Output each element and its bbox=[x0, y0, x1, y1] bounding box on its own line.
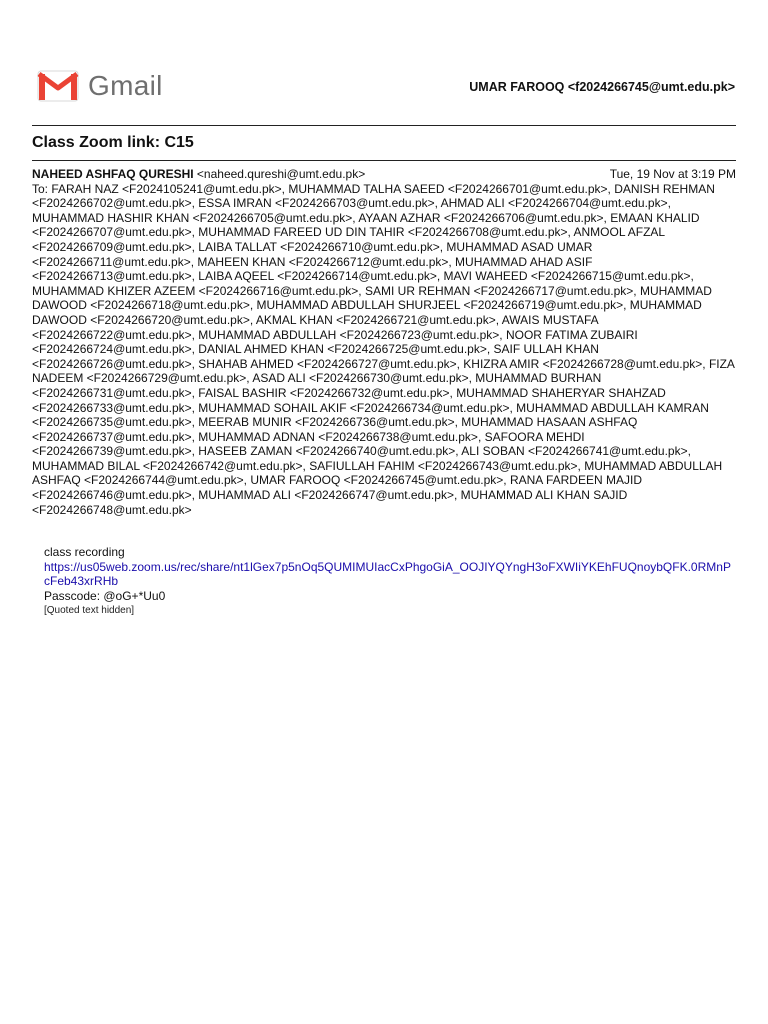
account-label: UMAR FAROOQ <f2024266745@umt.edu.pk> bbox=[469, 80, 735, 94]
sender-row bbox=[32, 167, 736, 182]
sender-email: <naheed.qureshi@umt.edu.pk> bbox=[196, 167, 366, 181]
header bbox=[0, 0, 768, 124]
divider-top bbox=[32, 125, 736, 126]
divider-subject bbox=[32, 160, 736, 161]
gmail-wordmark: Gmail bbox=[88, 70, 163, 101]
message-body bbox=[44, 545, 734, 619]
passcode-text: Passcode: @oG+*Uu0 bbox=[44, 588, 166, 603]
gmail-logo[interactable] bbox=[37, 70, 163, 102]
message-date: Tue, 19 Nov at 3:19 PM bbox=[609, 167, 736, 181]
gmail-m-icon bbox=[37, 70, 79, 102]
email-subject: Class Zoom link: C15 bbox=[32, 134, 194, 151]
recipients-list: To: FARAH NAZ <F2024105241@umt.edu.pk>, MUHAMMAD TALHA SAEED <F2024266701@umt.edu.pk>, DANISH REHMAN <F2024266702@umt.edu.pk>, ESSA IMRAN <F2024266703@umt.edu.pk>, AHMAD ALI <F2024266704@umt.edu.pk>, MUHAMMAD HASHIR KHAN <F2024266705@umt.edu.pk>, AYAAN AZHAR <F2024266706@umt.edu.pk>, EMAAN KHALID <F2024266707@umt.edu.pk>, MUHAMMAD FAREED UD DIN TAHIR <F2024266708@umt.edu.pk>, ANMOOL AFZAL <F2024266709@umt.edu.pk>, LAIBA TALLAT <F2024266710@umt.edu.pk>, MUHAMMAD ASAD UMAR <F2024266711@umt.edu.pk>, MAHEEN KHAN <F2024266712@umt.edu.pk>, MUHAMMAD AHAD ASIF <F2024266713@umt.edu.pk>, LAIBA AQEEL <F2024266714@umt.edu.pk>, MAVI WAHEED <F2024266715@umt.edu.pk>, MUHAMMAD KHIZER AZEEM <F2024266716@umt.edu.pk>, SAMI UR REHMAN <F2024266717@umt.edu.pk>, MUHAMMAD DAWOOD <F2024266718@umt.edu.pk>, MUHAMMAD ABDULLAH SHURJEEL <F2024266719@umt.edu.pk>, MUHAMMAD DAWOOD <F2024266720@umt.edu.pk>, AKMAL KHAN <F2024266721@umt.edu.pk>, AWAIS MUSTAFA <F2024266722@umt.edu.pk>, MUHAMMAD ABDULLAH <F2024266723@umt.edu.pk>, NOOR FATIMA ZUBAIRI <F2024266724@umt.edu.pk>, DANIAL AHMED KHAN <F2024266725@umt.edu.pk>, SAIF ULLAH KHAN <F2024266726@umt.edu.pk>, SHAHAB AHMED <F2024266727@umt.edu.pk>, KHIZRA AMIR <F2024266728@umt.edu.pk>, FIZA NADEEM <F2024266729@umt.edu.pk>, ASAD ALI <F2024266730@umt.edu.pk>, MUHAMMAD BURHAN <F2024266731@umt.edu.pk>, FAISAL BASHIR <F2024266732@umt.edu.pk>, MUHAMMAD SHAHERYAR SHAHZAD <F2024266733@umt.edu.pk>, MUHAMMAD SOHAIL AKIF <F2024266734@umt.edu.pk>, MUHAMMAD ABDULLAH KAMRAN <F2024266735@umt.edu.pk>, MEERAB MUNIR <F2024266736@umt.edu.pk>, MUHAMMAD HASAAN ASHFAQ <F2024266737@umt.edu.pk>, MUHAMMAD ADNAN <F2024266738@umt.edu.pk>, SAFOORA MEHDI <F2024266739@umt.edu.pk>, HASEEB ZAMAN <F2024266740@umt.edu.pk>, ALI SOBAN <F2024266741@umt.edu.pk>, MUHAMMAD BILAL <F2024266742@umt.edu.pk>, SAFIULLAH FAHIM <F2024266743@umt.edu.pk>, MUHAMMAD ABDULLAH ASHFAQ <F2024266744@umt.edu.pk>, UMAR FAROOQ <F2024266745@umt.edu.pk>, RANA FARDEEN MAJID <F2024266746@umt.edu.pk>, MUHAMMAD ALI <F2024266747@umt.edu.pk>, MUHAMMAD ALI KHAN SAJID <F2024266748@umt.edu.pk> bbox=[32, 181, 735, 517]
sender bbox=[32, 167, 365, 182]
body-intro: class recording bbox=[44, 545, 125, 559]
recording-link[interactable]: https://us05web.zoom.us/rec/share/nt1lGex7p5nOq5QUMIMUIacCxPhgoGiA_OOJIYQYngH3oFXWIiYKEhFUQnoybQFK.0RMnPcFeb43xrRHb bbox=[44, 559, 731, 589]
sender-name: NAHEED ASHFAQ QURESHI bbox=[32, 167, 194, 181]
message-header bbox=[32, 167, 736, 517]
quoted-text-toggle[interactable]: [Quoted text hidden] bbox=[44, 605, 135, 617]
